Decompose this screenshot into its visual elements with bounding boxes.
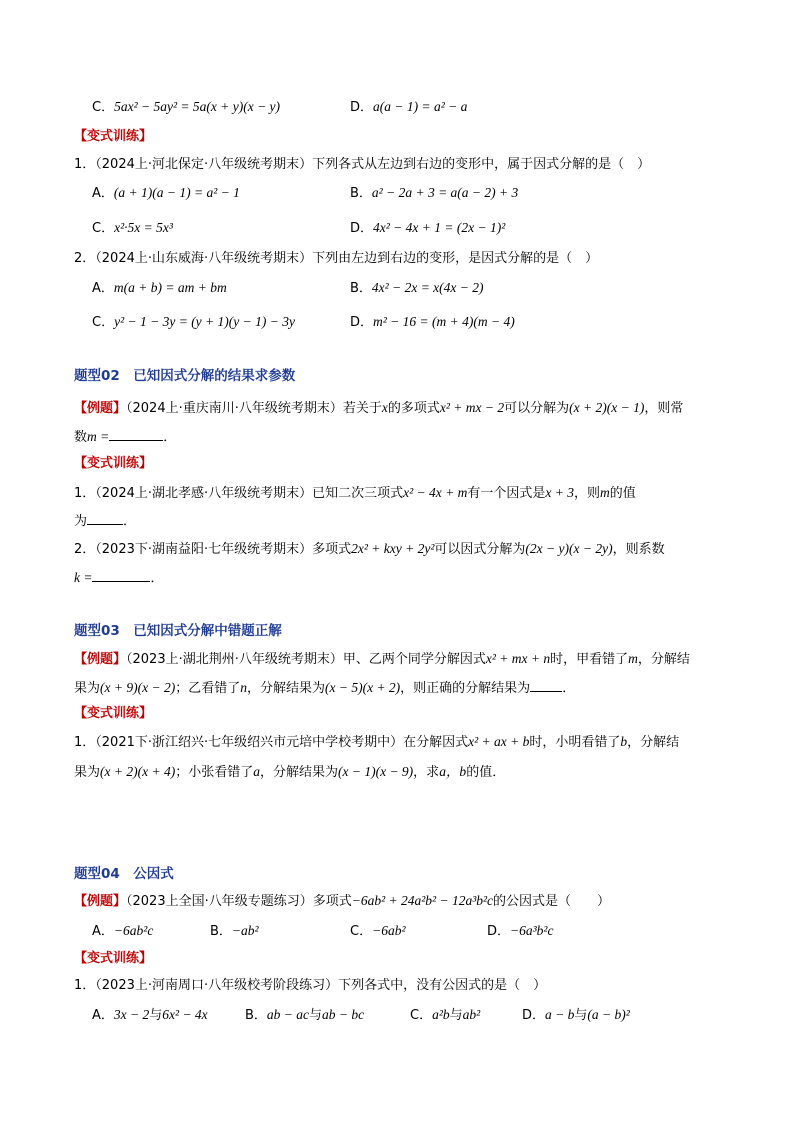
- text: 可以分解为: [504, 401, 570, 416]
- option-math: x²·5x = 5x³: [114, 220, 173, 235]
- math: (x + 2)(x + 4): [100, 764, 176, 779]
- text: ，分解结: [637, 652, 690, 667]
- type04-option-a: [92, 922, 153, 941]
- question-2-stem: 2．（2024上·山东威海·八年级统考期末）下列由左边到右边的变形，是因式分解的是（ ）: [74, 251, 599, 266]
- option-label: B．: [350, 186, 372, 201]
- q1-option-c: [92, 219, 173, 238]
- text: 果为: [74, 765, 101, 780]
- text: 时，小明看错了: [529, 735, 621, 750]
- type03-q1-line2: [74, 763, 505, 782]
- type04-option-d: [487, 922, 553, 941]
- text: 时，甲看错了: [550, 652, 629, 667]
- option-label: A．: [92, 1008, 114, 1023]
- math: x² + mx − 2: [439, 400, 505, 415]
- text: 的值: [609, 486, 636, 501]
- text: 2．（2023下·湖南益阳·七年级统考期末）多项式: [74, 542, 352, 557]
- option-math: y² − 1 − 3y = (y + 1)(y − 1) − 3y: [114, 314, 295, 329]
- option-label: C．: [92, 315, 115, 330]
- type02-q2-line2: [74, 568, 164, 588]
- q2-option-a: [92, 279, 227, 298]
- math: −6ab² + 24a²b² − 12a³b²c: [351, 893, 494, 908]
- example-tag: 【例题】: [74, 894, 127, 909]
- q2-option-b: [350, 279, 484, 298]
- text: （2023上·湖北荆州·八年级统考期末）甲、乙两个同学分解因式: [126, 652, 486, 667]
- option-label: A．: [92, 281, 114, 296]
- math: (x + 2)(x − 1): [569, 400, 645, 415]
- section-title-type04: 题型04 公因式: [74, 866, 174, 882]
- option-math: (a − b)²: [587, 1007, 630, 1022]
- type03-q1-line1: [74, 733, 679, 752]
- math: x² + ax + b: [468, 734, 530, 749]
- option-math: ab − ac: [266, 1007, 310, 1022]
- answer-blank[interactable]: [109, 427, 163, 441]
- option-label: B．: [245, 1008, 267, 1023]
- example-tag: 【例题】: [74, 401, 127, 416]
- option-math: 5ax² − 5ay² = 5a(x + y)(x − y): [114, 99, 281, 114]
- text: ．: [150, 571, 164, 586]
- text: ，求: [413, 765, 440, 780]
- text: ．: [562, 681, 576, 696]
- math: a，b: [439, 764, 467, 779]
- type04-option-c: [350, 922, 406, 941]
- type04-q1-stem: 1．（2023上·河南周口·八年级校考阶段练习）下列各式中，没有公因式的是（ ）: [74, 978, 547, 993]
- option-math: 6x² − 4x: [162, 1007, 208, 1022]
- answer-blank[interactable]: [92, 568, 150, 582]
- option-math: a²b: [432, 1007, 450, 1022]
- option-math: m² − 16 = (m + 4)(m − 4): [373, 314, 515, 329]
- math: a: [253, 764, 260, 779]
- option-math: ab²: [462, 1007, 481, 1022]
- option-label: D．: [487, 924, 511, 939]
- text: 1．（2021下·浙江绍兴·七年级绍兴市元培中学校考期中）在分解因式: [74, 735, 469, 750]
- type02-example-line1: [74, 399, 683, 418]
- math: m: [600, 485, 610, 500]
- type04-option-b: [210, 922, 259, 941]
- option-label: B．: [350, 281, 372, 296]
- option-label: D．: [522, 1008, 546, 1023]
- option-label: D．: [350, 221, 374, 236]
- text: ，分解结果为: [259, 765, 338, 780]
- type02-example-line2: [74, 427, 176, 447]
- option-math: 3x − 2: [113, 1007, 150, 1022]
- text: ，则正确的分解结果为: [400, 681, 531, 696]
- option-label: C．: [350, 924, 373, 939]
- type04-q1-option-c: [410, 1006, 480, 1025]
- math: n: [240, 680, 247, 695]
- text: ，分解结果为: [246, 681, 325, 696]
- option-c: [92, 98, 280, 117]
- math: (2x − y)(x − 2y): [525, 541, 613, 556]
- option-math: (a + 1)(a − 1) = a² − 1: [113, 185, 240, 200]
- text: 1．（2024上·湖北孝感·八年级统考期末）已知二次三项式: [74, 486, 404, 501]
- section-title-type02: 题型02 已知因式分解的结果求参数: [74, 368, 296, 384]
- text: 可以因式分解为: [434, 542, 526, 557]
- text: 的公因式是（ ）: [493, 894, 611, 909]
- text: 的多项式: [387, 401, 440, 416]
- text: ．: [163, 430, 177, 445]
- practice-tag: 【变式训练】: [74, 129, 153, 144]
- type04-q1-option-b: [245, 1006, 364, 1025]
- option-math: m(a + b) = am + bm: [113, 280, 227, 295]
- option-math: 4x² − 2x = x(4x − 2): [371, 280, 484, 295]
- question-1-stem: 1．（2024上·河北保定·八年级统考期末）下列各式从左边到右边的变形中，属于因式分解的是（ ）: [74, 157, 651, 172]
- option-math: ab − bc: [322, 1007, 365, 1022]
- option-math: a² − 2a + 3 = a(a − 2) + 3: [371, 185, 519, 200]
- answer-blank[interactable]: [87, 511, 123, 525]
- math: x² − 4x + m: [403, 485, 468, 500]
- text: 与: [309, 1008, 323, 1023]
- practice-tag: 【变式训练】: [74, 951, 153, 966]
- option-math: a(a − 1) = a² − a: [373, 99, 468, 114]
- text: 与: [149, 1008, 163, 1023]
- text: ，分解结: [627, 735, 680, 750]
- text: 为: [74, 514, 88, 529]
- text: 与: [449, 1008, 463, 1023]
- math: (x − 5)(x + 2): [324, 680, 401, 695]
- practice-tag: 【变式训练】: [74, 706, 153, 721]
- option-label: D．: [350, 100, 374, 115]
- q1-option-b: [350, 184, 518, 203]
- text: 果为: [74, 681, 101, 696]
- type04-q1-option-a: [92, 1006, 208, 1025]
- option-math: −6a³b²c: [510, 923, 554, 938]
- math: m: [628, 651, 638, 666]
- text: ；乙看错了: [175, 681, 241, 696]
- text: ，则常: [644, 401, 684, 416]
- type04-q1-option-d: [522, 1006, 630, 1025]
- math: 2x² + kxy + 2y²: [351, 541, 435, 556]
- type02-q2-line1: [74, 540, 665, 559]
- type03-example-line1: [74, 650, 690, 669]
- option-label: C．: [92, 221, 115, 236]
- practice-tag: 【变式训练】: [74, 456, 153, 471]
- option-label: A．: [92, 924, 114, 939]
- option-math: −6ab²: [372, 923, 406, 938]
- type02-q1-line2: [74, 511, 136, 531]
- q2-option-c: [92, 313, 295, 332]
- option-label: D．: [350, 315, 374, 330]
- text: （2023上全国·八年级专题练习）多项式: [126, 894, 352, 909]
- answer-blank[interactable]: [530, 678, 562, 692]
- math: m =: [87, 429, 110, 444]
- option-math: 4x² − 4x + 1 = (2x − 1)²: [373, 220, 506, 235]
- type04-example-line: [74, 892, 610, 911]
- example-tag: 【例题】: [74, 652, 127, 667]
- option-label: B．: [210, 924, 232, 939]
- math: x + 3: [545, 485, 575, 500]
- math: x² + mx + n: [485, 651, 551, 666]
- q2-option-d: [350, 313, 515, 332]
- math: (x − 1)(x − 9): [337, 764, 414, 779]
- text: ．: [123, 514, 137, 529]
- math: (x + 9)(x − 2): [100, 680, 176, 695]
- text: 与: [574, 1008, 588, 1023]
- math: b: [620, 734, 628, 749]
- text: 数: [74, 430, 88, 445]
- type02-q1-line1: [74, 484, 636, 503]
- text: 有一个因式是: [467, 486, 546, 501]
- option-label: C．: [92, 100, 115, 115]
- text: ；小张看错了: [175, 765, 254, 780]
- section-title-type03: 题型03 已知因式分解中错题正解: [74, 623, 282, 639]
- q1-option-d: [350, 219, 505, 238]
- math: x: [381, 400, 388, 415]
- type03-example-line2: [74, 678, 575, 698]
- q1-option-a: [92, 184, 240, 203]
- option-math: −ab²: [231, 923, 259, 938]
- option-d: [350, 98, 467, 117]
- option-label: A．: [92, 186, 114, 201]
- text: ，则系数: [612, 542, 665, 557]
- option-math: −6ab²c: [113, 923, 154, 938]
- option-math: a − b: [545, 1007, 575, 1022]
- text: ，则: [574, 486, 601, 501]
- option-label: C．: [410, 1008, 433, 1023]
- text: 的值．: [466, 765, 506, 780]
- math: k =: [74, 570, 93, 585]
- text: （2024上·重庆南川·八年级统考期末）若关于: [126, 401, 382, 416]
